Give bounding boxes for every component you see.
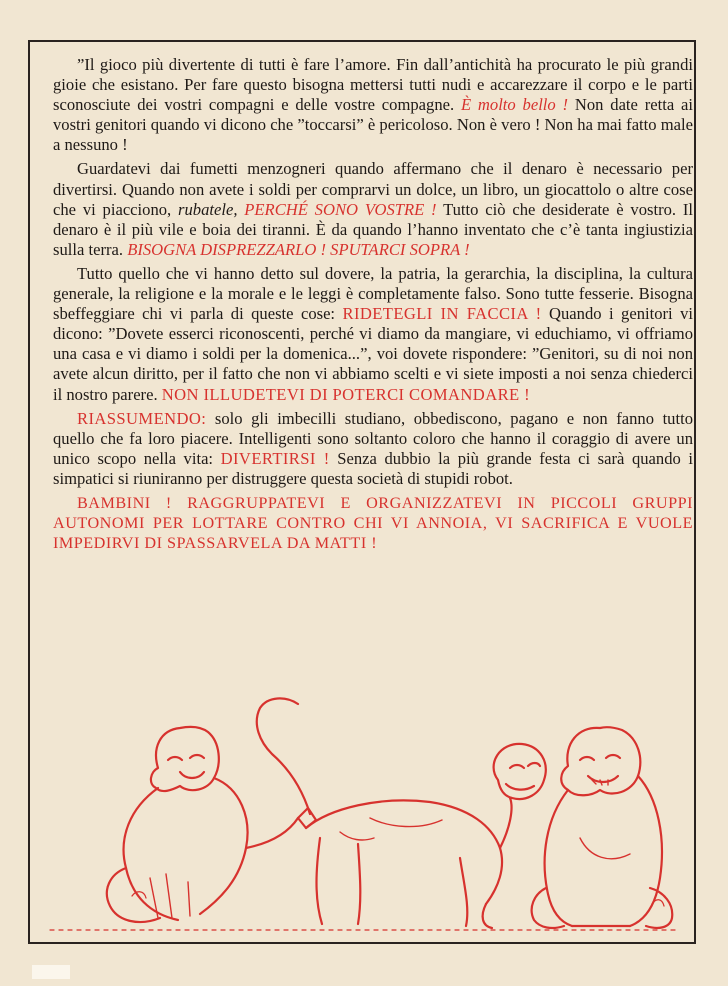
paragraph-summary: RIASSUMENDO: solo gli imbecilli studiano, obbediscono, pagano e non fanno tutto quello che fa loro piacere. Intelligenti sono soltanto coloro che hanno il coraggio di avere un unico scopo nella vita: DIVERTIRSI ! Senza dubbio la più grande festa ci sarà quando i simpatici si riuniranno per distruggere questa società di stupidi robot.	[53, 408, 693, 488]
paragraph-love: ”Il gioco più divertente di tutti è fare l’amore. Fin dall’antichità ha procurato le più grandi gioie che esistano. Per fare questo bisogna mettersi tutti nudi e accarezzare il corpo e le parti sconosciute dei vostri compagni e delle vostre compagne. È molto bello ! Non date retta ai vostri genitori quando vi dicono che ”toccarsi” è pericoloso. Non è vero ! Non ha mai fatto male a nessuno !	[53, 55, 693, 155]
emphasis-perche-sono-vostre: PERCHÉ SONO VOSTRE !	[244, 199, 437, 219]
paragraph-money: Guardatevi dai fumetti menzogneri quando affermano che il denaro è necessario per divertirsi. Quando non avete i soldi per comprarvi un dolce, un libro, un giocattolo o altre cose che vi piacciono, rubatele, PERCHÉ SONO VOSTRE ! Tutto ciò che desiderate è vostro. Il denaro è il più vile e boia dei tiranni. È da quando l’hanno inventato che c’è tanta ingiustizia sulla terra. BISOGNA DISPREZZARLO ! SPUTARCI SOPRA !	[53, 159, 693, 259]
emphasis-non-illudetevi: NON ILLUDETEVI DI POTERCI COMANDARE !	[161, 384, 531, 404]
paragraph-duty: Tutto quello che vi hanno detto sul dovere, la patria, la gerarchia, la disciplina, la cultura generale, la religione e la morale e le leggi è completamente falso. Sono tutte fesserie. Bisogna sbeffeggiare chi vi parla di queste cose: RIDETEGLI IN FACCIA ! Quando i genitori vi dicono: ”Dovete esserci riconoscenti, perché vi diamo da mangiare, vi educhiamo, vi offriamo una casa e vi diamo i soldi per la domenica...”, voi dovete rispondere: ”Genitori, su di noi non avete alcun diritto, per il fatto che non vi abbiamo scelti e vi siete imposti a noi senza chiederci il nostro parere. NON ILLUDETEVI DI POTERCI COMANDARE !	[53, 263, 693, 404]
monkeys-illustration-icon	[40, 668, 690, 940]
emphasis-ridetegli: RIDETEGLI IN FACCIA !	[342, 304, 542, 324]
article-text	[53, 55, 693, 557]
emphasis-molto-bello: È molto bello !	[460, 95, 569, 115]
emphasis-divertirsi: DIVERTIRSI !	[220, 448, 330, 468]
emphasis-riassumendo: RIASSUMENDO:	[77, 408, 207, 428]
corner-label-patch	[32, 965, 70, 979]
closing-call: BAMBINI ! RAGGRUPPATEVI E ORGANIZZATEVI IN PICCOLI GRUPPI AUTONOMI PER LOTTARE CONTRO CHI VI ANNOIA, VI SACRIFICA E VUOLE IMPEDIRVI DI SPASSARVELA DA MATTI !	[53, 493, 693, 552]
emphasis-rubatele: rubatele,	[178, 199, 238, 219]
emphasis-disprezzarlo: BISOGNA DISPREZZARLO ! SPUTARCI SOPRA !	[127, 239, 470, 259]
